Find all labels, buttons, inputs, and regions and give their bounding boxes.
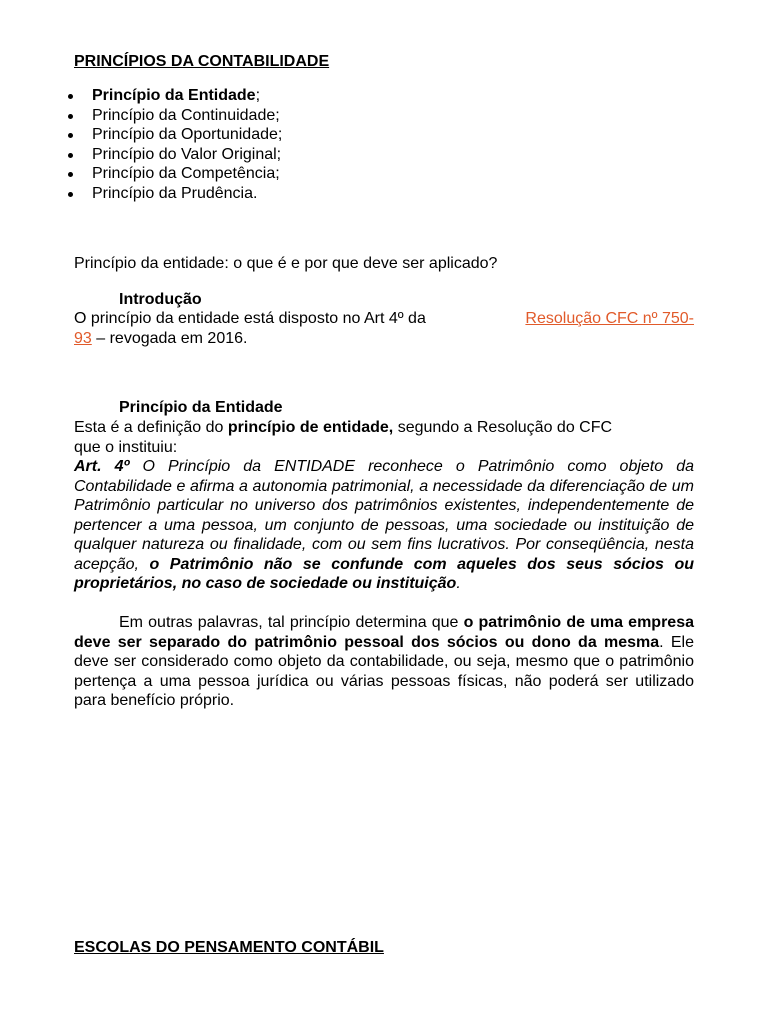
article-end: .	[456, 575, 461, 592]
definition-paragraph	[74, 418, 694, 457]
definition-line	[74, 418, 694, 438]
list-item	[74, 145, 282, 165]
list-item-text: Princípio da Competência;	[92, 165, 280, 182]
explanation-bold: o patrimônio de uma empresa deve ser separado do patrimônio pessoal dos sócios ou dono da mesma	[74, 614, 695, 651]
intro-paragraph	[74, 309, 694, 348]
list-item-text: ;	[255, 87, 261, 104]
resolution-link[interactable]: Resolução CFC nº 750-	[525, 310, 694, 327]
article-quote	[74, 457, 694, 594]
intro-heading: Introdução	[119, 291, 202, 308]
intro-line	[74, 309, 694, 329]
definition-bold: princípio de entidade,	[227, 419, 394, 436]
resolution-link-cont[interactable]: 93	[74, 329, 92, 347]
bullet-icon	[68, 192, 73, 197]
section-title-escolas: ESCOLAS DO PENSAMENTO CONTÁBIL	[74, 939, 384, 956]
bullet-icon	[68, 172, 73, 177]
explanation-text-end: . Ele deve ser considerado como objeto da contabilidade, ou seja, mesmo que o patrimônio pertença a uma pessoa jurídica ou várias pessoas físicas, não poderá ser utilizado para benefício próprio.	[74, 633, 695, 709]
explanation-text: Em outras palavras, tal princípio determina que	[119, 614, 464, 631]
explanation-paragraph	[74, 613, 694, 711]
bullet-icon	[68, 114, 73, 119]
list-item	[74, 164, 282, 184]
definition-line-2: que o instituiu:	[74, 438, 178, 456]
article-label: Art. 4º	[74, 458, 130, 475]
intro-text-after: – revogada em 2016.	[91, 329, 248, 347]
definition-text-after: segundo a Resolução do CFC	[393, 419, 613, 436]
list-item	[74, 86, 282, 106]
list-item-text: Princípio da Continuidade;	[92, 106, 280, 124]
list-item	[74, 184, 282, 204]
list-item	[74, 125, 282, 145]
list-item-bold: Princípio da Entidade	[92, 87, 256, 104]
principles-list	[74, 86, 282, 203]
bullet-icon	[68, 153, 73, 158]
list-item-text: Princípio da Oportunidade;	[92, 126, 283, 143]
intro-line	[74, 329, 694, 349]
list-item-text: Princípio do Valor Original;	[92, 145, 282, 163]
article-text: O Princípio da ENTIDADE reconhece o Patrimônio como objeto da Contabilidade e afirma a autonomia patrimonial, a necessidade da diferenciação de um Patrimônio particular no universo dos patrimônios existentes, independentemente de pertencer a uma pessoa, um conjunto de pessoas, uma sociedade ou instituição de qualquer natureza ou finalidade, com ou sem fins lucrativos. Por conseqüência, nesta acepção,	[74, 458, 695, 573]
entidade-heading: Princípio da Entidade	[119, 399, 283, 416]
list-item-text: Princípio da Prudência.	[92, 184, 258, 202]
bullet-icon	[68, 133, 73, 138]
section-title-principios: PRINCÍPIOS DA CONTABILIDADE	[74, 53, 330, 70]
list-item	[74, 106, 282, 126]
intro-text: O princípio da entidade está disposto no Art 4º da	[74, 310, 426, 327]
definition-text: Esta é a definição do	[74, 419, 228, 436]
article-bold-text: o Patrimônio não se confunde com aqueles dos seus sócios ou proprietários, no caso de sociedade ou instituição	[74, 555, 695, 592]
question-heading: Princípio da entidade: o que é e por que deve ser aplicado?	[74, 255, 498, 272]
bullet-icon	[68, 94, 73, 99]
